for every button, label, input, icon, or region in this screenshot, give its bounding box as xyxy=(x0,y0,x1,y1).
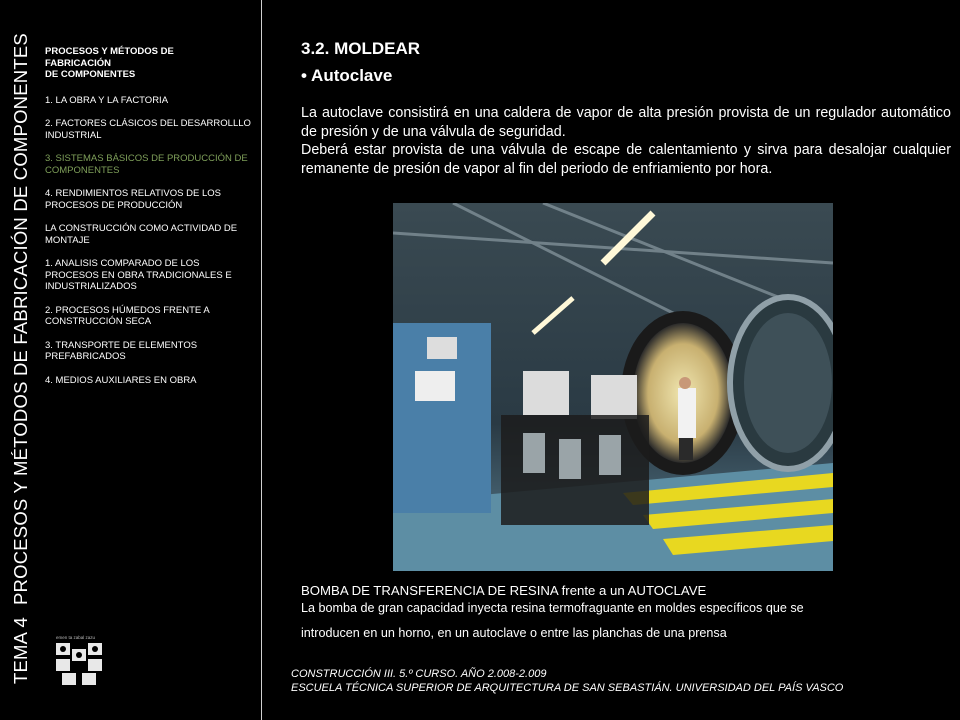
nav-item-analisis-comparado[interactable]: 1. ANALISIS COMPARADO DE LOS PROCESOS EN OBRA TRADICIONALES E INDUSTRIALIZADOS xyxy=(45,258,232,292)
footer-course: CONSTRUCCIÓN III. 5.º CURSO. AÑO 2.008-2.009 xyxy=(291,668,547,680)
paragraph: La autoclave consistirá en una caldera de vapor de alta presión provista de un regulador automático de presión y de una válvula de seguridad. xyxy=(301,105,951,140)
nav-item-obra-factoria[interactable]: 1. LA OBRA Y LA FACTORIA xyxy=(45,94,169,106)
nav-heading-line: PROCESOS Y MÉTODOS DE xyxy=(45,46,174,57)
paragraph: Deberá estar provista de una válvula de escape de calentamiento y sirva para desalojar cualquier remanente de presión de vapor al fin del periodo de enfriamiento por hora. xyxy=(301,142,951,177)
photo-caption-title: BOMBA DE TRANSFERENCIA DE RESINA frente a un AUTOCLAVE xyxy=(301,583,707,598)
nav-heading-line: FABRICACIÓN xyxy=(45,57,111,69)
vertical-title xyxy=(6,24,36,684)
university-logo xyxy=(48,633,110,691)
body-text xyxy=(301,104,951,178)
nav-item-construccion-montaje[interactable]: LA CONSTRUCCIÓN COMO ACTIVIDAD DE MONTAJE xyxy=(45,223,238,246)
footer-school: ESCUELA TÉCNICA SUPERIOR DE ARQUITECTURA DE SAN SEBASTIÁN. UNIVERSIDAD DEL PAÍS VASCO xyxy=(291,682,844,694)
nav-item-procesos-humedos[interactable]: 2. PROCESOS HÚMEDOS FRENTE A CONSTRUCCIÓN SECA xyxy=(45,304,210,327)
sidebar-nav xyxy=(45,46,255,398)
sidebar-divider xyxy=(261,0,262,720)
nav-item-rendimientos[interactable]: 4. RENDIMIENTOS RELATIVOS DE LOS PROCESOS DE PRODUCCIÓN xyxy=(45,188,221,211)
tema-label: TEMA 4 xyxy=(10,617,31,684)
subsection-title: • Autoclave xyxy=(301,66,393,85)
nav-heading-line: DE COMPONENTES xyxy=(45,69,136,80)
photo-caption-line: introducen en un horno, en un autoclave o entre las planchas de una prensa xyxy=(301,626,727,640)
tema-title: PROCESOS Y MÉTODOS DE FABRICACIÓN DE COMPONENTES xyxy=(10,33,31,605)
logo-motto: emen ta zabal zazu xyxy=(56,635,96,640)
nav-heading xyxy=(45,46,255,81)
nav-item-transporte[interactable]: 3. TRANSPORTE DE ELEMENTOS PREFABRICADOS xyxy=(45,339,198,362)
section-title: 3.2. MOLDEAR xyxy=(301,39,421,58)
nav-item-sistemas-basicos[interactable]: 3. SISTEMAS BÁSICOS DE PRODUCCIÓN DE COMPONENTES xyxy=(45,153,248,176)
nav-item-medios-auxiliares[interactable]: 4. MEDIOS AUXILIARES EN OBRA xyxy=(45,374,197,386)
nav-item-factores-clasicos[interactable]: 2. FACTORES CLÁSICOS DEL DESARROLLLO INDUSTRIAL xyxy=(45,118,251,141)
photo-caption-line: La bomba de gran capacidad inyecta resina termofraguante en moldes específicos que se xyxy=(301,601,804,615)
autoclave-photo xyxy=(393,203,833,571)
